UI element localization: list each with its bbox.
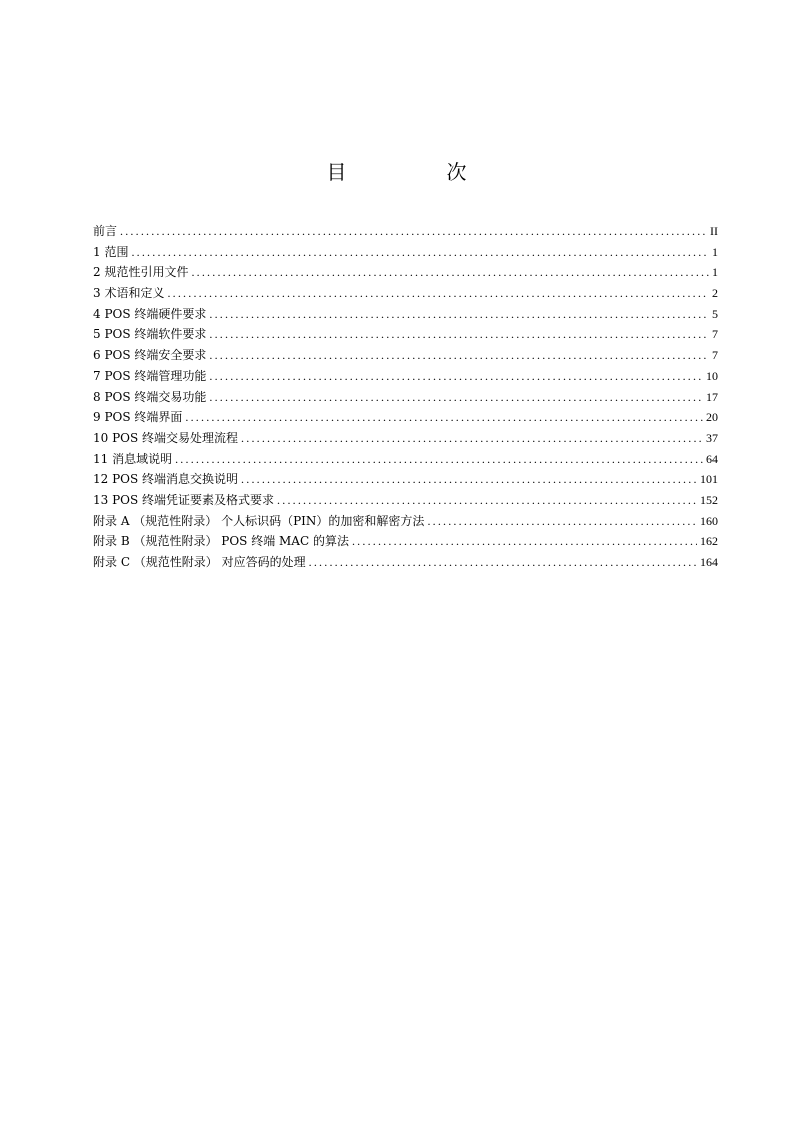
dot-leader (209, 345, 709, 366)
toc-entry-4[interactable] (93, 304, 718, 325)
toc-entry-3[interactable] (93, 283, 718, 304)
toc-entry-1[interactable] (93, 242, 718, 263)
dot-leader (191, 262, 709, 283)
toc-entry-label: 1 范围 (93, 244, 129, 259)
toc-entry-8[interactable] (93, 387, 718, 408)
dot-leader (175, 449, 703, 470)
dot-leader (241, 428, 703, 449)
toc-entry-5[interactable] (93, 324, 718, 345)
toc-entry-label: 11 消息域说明 (93, 451, 173, 466)
toc-entry-label: 7 POS 终端管理功能 (93, 368, 207, 383)
toc-entry-label: 13 POS 终端凭证要素及格式要求 (93, 492, 275, 507)
toc-entry-9[interactable] (93, 407, 718, 428)
toc-entry-appendix-c[interactable] (93, 552, 718, 573)
toc-entry-12[interactable] (93, 469, 718, 490)
toc-entry-label: 10 POS 终端交易处理流程 (93, 430, 239, 445)
toc-entry-label: 12 POS 终端消息交换说明 (93, 472, 239, 487)
toc-entry-label: 2 规范性引用文件 (93, 265, 189, 280)
toc-entry-page: 17 (706, 389, 718, 404)
toc-entry-page: 7 (712, 348, 718, 363)
toc-entry-page: 152 (700, 492, 718, 507)
toc-entry-label: 4 POS 终端硬件要求 (93, 306, 207, 321)
toc-entry-label: 3 术语和定义 (93, 286, 165, 301)
toc-entry-page: 162 (700, 534, 718, 549)
toc-entry-page: 2 (712, 286, 718, 301)
toc-entry-page: 5 (712, 306, 718, 321)
toc-entry-11[interactable] (93, 449, 718, 470)
dot-leader (209, 304, 709, 325)
toc-entry-page: 1 (712, 265, 718, 280)
toc-entry-label: 6 POS 终端安全要求 (93, 348, 207, 363)
toc-title: 目 次 (326, 160, 507, 184)
dot-leader (120, 221, 707, 242)
toc-entry-label: 9 POS 终端界面 (93, 410, 183, 425)
dot-leader (209, 387, 703, 408)
toc-entry-page: 37 (706, 430, 718, 445)
toc-entry-page: 101 (700, 472, 718, 487)
toc-entry-label: 前言 (93, 224, 118, 238)
toc-entry-preface[interactable] (93, 221, 718, 242)
toc-entry-page: 20 (706, 410, 718, 425)
toc-entry-page: 10 (706, 368, 718, 383)
toc-entry-7[interactable] (93, 366, 718, 387)
toc-entry-page: 1 (712, 244, 718, 259)
dot-leader (209, 366, 703, 387)
table-of-contents (93, 221, 718, 573)
toc-entry-6[interactable] (93, 345, 718, 366)
toc-entry-appendix-b[interactable] (93, 531, 718, 552)
dot-leader (185, 407, 703, 428)
toc-entry-label: 附录 C （规范性附录） 对应答码的处理 (93, 555, 306, 569)
toc-entry-appendix-a[interactable] (93, 511, 718, 532)
toc-entry-page: 64 (706, 451, 718, 466)
dot-leader (352, 531, 697, 552)
toc-entry-2[interactable] (93, 262, 718, 283)
dot-leader (167, 283, 709, 304)
toc-entry-label: 8 POS 终端交易功能 (93, 389, 207, 404)
toc-entry-label: 附录 B （规范性附录） POS 终端 MAC 的算法 (93, 534, 349, 549)
dot-leader (209, 324, 709, 345)
toc-entry-page: 160 (700, 513, 718, 528)
toc-entry-label: 5 POS 终端软件要求 (93, 327, 207, 342)
dot-leader (241, 469, 697, 490)
dot-leader (277, 490, 697, 511)
dot-leader (427, 511, 697, 532)
toc-entry-10[interactable] (93, 428, 718, 449)
toc-entry-label: 附录 A （规范性附录） 个人标识码（PIN）的加密和解密方法 (93, 513, 425, 528)
toc-entry-page: II (710, 224, 718, 238)
dot-leader (131, 242, 709, 263)
dot-leader (309, 552, 697, 573)
toc-entry-page: 7 (712, 327, 718, 342)
toc-entry-13[interactable] (93, 490, 718, 511)
toc-entry-page: 164 (700, 555, 718, 569)
